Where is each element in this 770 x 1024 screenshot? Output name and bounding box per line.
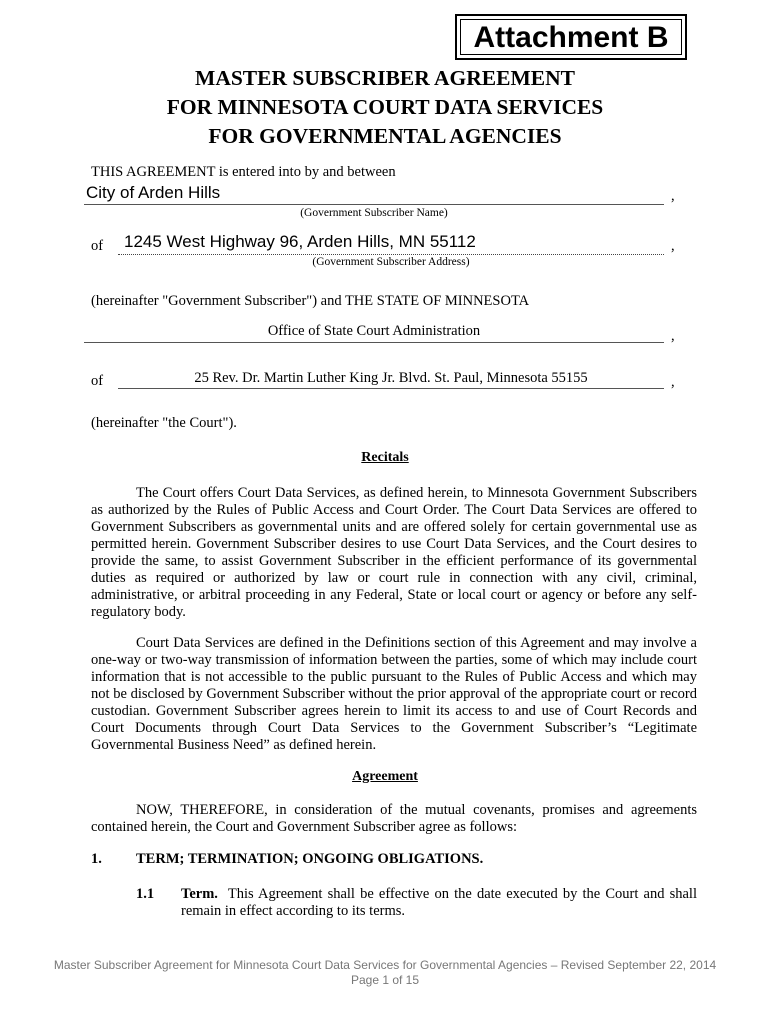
- section-1-1-text: This Agreement shall be effective on the date executed by the Court and shall remain in effect according to its terms.: [181, 886, 697, 919]
- agreement-heading: Agreement: [352, 769, 418, 784]
- recitals-paragraph-1: The Court offers Court Data Services, as defined herein, to Minnesota Government Subscribers as authorized by the Rules of Public Access and Court Order. The Court Data Services are offered to Government Subscribers as governmental units and are offered solely for certain governmental use as permitted herein. Government Subscriber desires to use Court Data Services, and the Court desires to provide the same, to assist Government Subscriber in the efficient performance of its governmental duties as required or authorized by law or court rule in connection with any civil, criminal, administrative, or arbitral proceeding in any Federal, State or local court or agency or before any self-regulatory body.: [91, 485, 697, 620]
- title-line-2: FOR MINNESOTA COURT DATA SERVICES: [166, 95, 604, 119]
- agreement-paragraph-1: NOW, THEREFORE, in consideration of the mutual covenants, promises and agreements contained herein, the Court and Government Subscriber agree as follows:: [91, 802, 697, 835]
- court-address-line: [118, 388, 664, 389]
- document-title: [0, 64, 770, 151]
- recitals-paragraph-2: Court Data Services are defined in the Definitions section of this Agreement and may involve a one-way or two-way transmission of information between the parties, some of which may include court information that is not accessible to the public pursuant to the Rules of Public Access and which may not be disclosed by Government Subscriber without the prior approval of the appropriate court or record custodian. Government Subscriber agrees herein to limit its access to and use of Court Records and Court Documents through Court Data Services to the Government Subscriber’s “Legitimate Governmental Business Need” as defined herein.: [91, 635, 697, 753]
- subscriber-name-comma: ,: [671, 188, 675, 204]
- attachment-label-box: [455, 14, 687, 60]
- section-1-1-paragraph: [181, 886, 697, 920]
- court-of-label: of: [91, 373, 104, 389]
- subscriber-address-value: 1245 West Highway 96, Arden Hills, MN 55112: [124, 232, 476, 251]
- section-1-number: 1.: [91, 851, 102, 867]
- subscriber-address-comma: ,: [671, 238, 675, 254]
- court-address-comma: ,: [671, 374, 675, 390]
- subscriber-of-label: of: [91, 238, 104, 254]
- court-address-value: 25 Rev. Dr. Martin Luther King Jr. Blvd. St. Paul, Minnesota 55155: [194, 370, 588, 386]
- footer-revision-line: Master Subscriber Agreement for Minnesota Court Data Services for Governmental Agencies – Revised September 22, 2014: [53, 958, 717, 972]
- court-name-line: [84, 342, 664, 343]
- subscriber-name-value: City of Arden Hills: [86, 183, 221, 202]
- section-1-1-number: 1.1: [136, 886, 155, 902]
- subscriber-address-caption: (Government Subscriber Address): [312, 256, 470, 268]
- title-line-3: FOR GOVERNMENTAL AGENCIES: [208, 124, 562, 148]
- section-1-1-title: Term.: [181, 886, 218, 902]
- subscriber-name-caption: (Government Subscriber Name): [300, 207, 448, 219]
- court-name-value: Office of State Court Administration: [267, 323, 481, 339]
- hereinafter-court-text: (hereinafter "the Court").: [91, 415, 237, 431]
- title-line-1: MASTER SUBSCRIBER AGREEMENT: [195, 66, 575, 90]
- hereinafter-government-text: (hereinafter "Government Subscriber") and THE STATE OF MINNESOTA: [91, 293, 530, 309]
- attachment-label: Attachment B: [473, 21, 669, 54]
- footer-page-number: Page 1 of 15: [350, 973, 420, 987]
- court-name-comma: ,: [671, 328, 675, 344]
- intro-text: THIS AGREEMENT is entered into by and between: [91, 164, 396, 180]
- recitals-heading: Recitals: [361, 450, 409, 465]
- footer: [0, 958, 770, 988]
- subscriber-name-line: [84, 204, 664, 205]
- section-1-title: TERM; TERMINATION; ONGOING OBLIGATIONS.: [136, 851, 484, 867]
